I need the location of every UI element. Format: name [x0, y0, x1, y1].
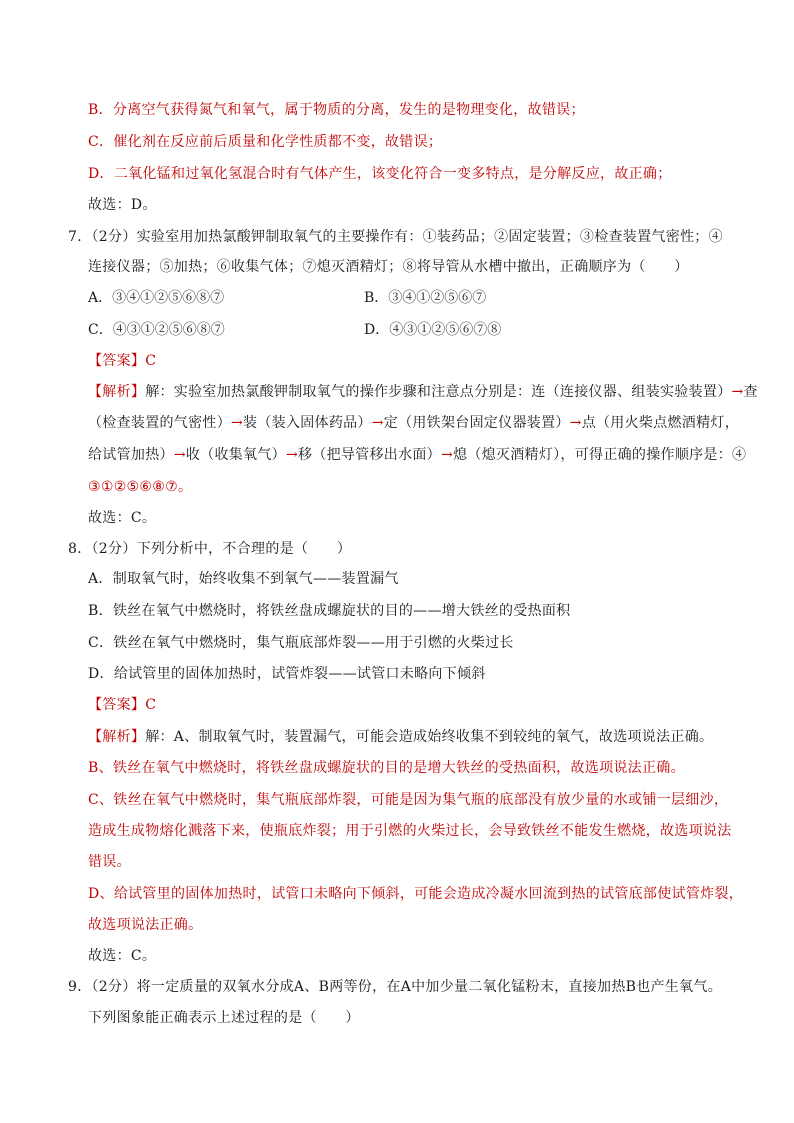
arrow-glyph: →: [173, 447, 186, 463]
analysis-tag: 【解析】: [88, 384, 146, 400]
answer-tag: 【答案】: [88, 353, 146, 369]
answer-value: C: [145, 353, 157, 369]
arrow-glyph: →: [285, 447, 298, 463]
q8-analysis-line3: C、铁丝在氧气中燃烧时，集气瓶底部炸裂，可能是因为集气瓶的底部没有放少量的水或铺一层细沙，: [88, 792, 729, 808]
q6-choose: 故选：D。: [88, 197, 157, 213]
q7-analysis-line3: 给试管加热）→收（收集氧气）→移（把导管移出水面）→熄（熄灭酒精灯），可得正确的操作顺序是：④: [88, 447, 747, 463]
q8-analysis-line1: [88, 727, 713, 747]
analysis-text: 解：A、制取氧气时，装置漏气，可能会造成始终收集不到较纯的氧气，故选项说法正确。: [145, 729, 714, 745]
answer-value: C: [145, 697, 157, 713]
q8-analysis-line4: 造成生成物熔化溅落下来，使瓶底炸裂；用于引燃的火柴过长，会导致铁丝不能发生燃烧，故选项说法: [88, 823, 732, 839]
q9-stem-line2: 下列图象能正确表示上述过程的是（ ）: [88, 1010, 360, 1026]
q6-analysis-c: C．催化剂在反应前后质量和化学性质都不变，故错误；: [88, 134, 443, 150]
q8-analysis-line2: B、铁丝在氧气中燃烧时，将铁丝盘成螺旋状的目的是增大铁丝的受热面积，故选项说法正确。: [88, 760, 685, 776]
q7-answer: [88, 351, 156, 371]
q8-analysis-line6: D、给试管里的固体加热时，试管口未略向下倾斜，可能会造成冷凝水回流到热的试管底部使试管炸裂，: [88, 886, 744, 902]
q8-stem: 8．（2分）下列分析中，不合理的是（ ）: [68, 541, 352, 557]
q8-option-a: A．制取氧气时，始终收集不到氧气——装置漏气: [88, 571, 399, 587]
q7-option-d: D．④③①②⑤⑥⑦⑧: [364, 322, 502, 338]
q8-analysis-line7: 故选项说法正确。: [88, 917, 203, 933]
arrow-glyph: →: [731, 384, 744, 400]
q7-analysis-line1: [88, 382, 758, 402]
q8-answer: [88, 695, 156, 715]
analysis-tag: 【解析】: [88, 729, 146, 745]
analysis-text: 解：实验室加热氯酸钾制取氧气的操作步骤和注意点分别是：连（连接仪器、组装实验装置）→查: [145, 384, 758, 400]
q7-option-a: A．③④①②⑤⑥⑧⑦: [88, 290, 225, 306]
arrow-glyph: →: [371, 415, 384, 431]
q8-option-c: C．铁丝在氧气中燃烧时，集气瓶底部炸裂——用于引燃的火柴过长: [88, 635, 514, 651]
arrow-glyph: →: [231, 415, 244, 431]
q6-analysis-b: B．分离空气获得氮气和氧气，属于物质的分离，发生的是物理变化，故错误；: [88, 102, 585, 118]
arrow-glyph: →: [440, 447, 454, 463]
q8-option-b: B．铁丝在氧气中燃烧时，将铁丝盘成螺旋状的目的——增大铁丝的受热面积: [88, 603, 571, 619]
q8-analysis-line5: 错误。: [88, 854, 131, 870]
q7-stem-line1: 7．（2分）实验室用加热氯酸钾制取氧气的主要操作有：①装药品；②固定装置；③检查装置气密性；④: [68, 229, 723, 245]
q7-option-b: B．③④①②⑤⑥⑦: [364, 290, 487, 306]
q8-option-d: D．给试管里的固体加热时，试管炸裂——试管口未略向下倾斜: [88, 666, 486, 682]
arrow-glyph: →: [569, 415, 582, 431]
q7-choose: 故选：C。: [88, 510, 157, 526]
q6-analysis-d: D．二氧化锰和过氧化氢混合时有气体产生，该变化符合一变多特点，是分解反应，故正确；: [88, 166, 672, 182]
q8-choose: 故选：C。: [88, 948, 157, 964]
q7-analysis-line2: （检查装置的气密性）→装（装入固体药品）→定（用铁架台固定仪器装置）→点（用火柴点燃酒精灯，: [88, 415, 740, 431]
q7-stem-line2: 连接仪器；⑤加热；⑥收集气体；⑦熄灭酒精灯；⑧将导管从水槽中撤出，正确顺序为（ ）: [88, 259, 689, 275]
q9-stem-line1: 9．（2分）将一定质量的双氧水分成A、B两等份，在A中加少量二氧化锰粉末，直接加热B也产生氧气。: [68, 979, 723, 995]
answer-tag: 【答案】: [88, 697, 146, 713]
q7-option-c: C．④③①②⑤⑥⑧⑦: [88, 322, 225, 338]
q7-analysis-line4: ③①②⑤⑥⑧⑦。: [88, 479, 193, 495]
